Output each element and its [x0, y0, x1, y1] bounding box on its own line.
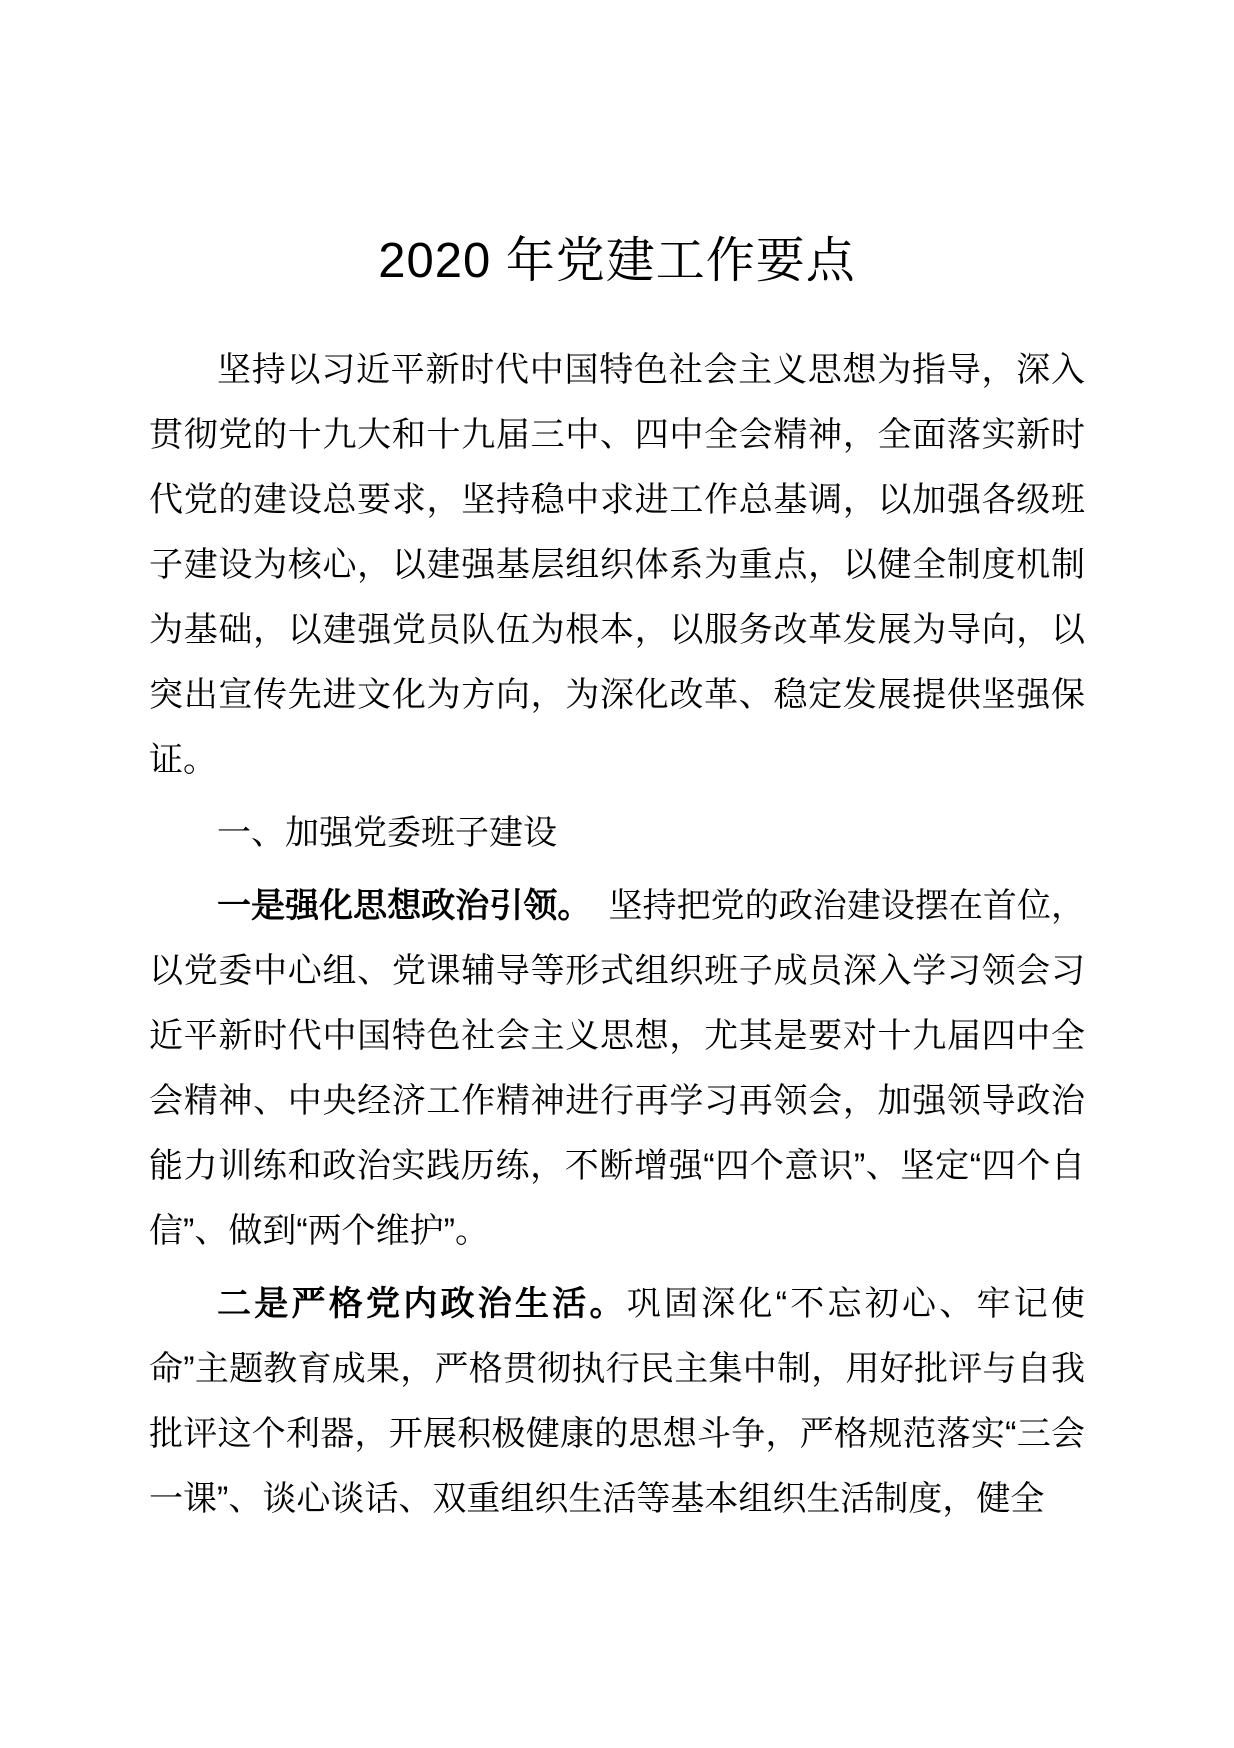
- document-title: 2020 年党建工作要点: [378, 234, 856, 288]
- paragraph-point-2-text: 巩固深化“不忘初心、牢记使命”主题教育成果，严格贯彻执行民主集中制，用好批评与自我批评这个利器，开展积极健康的思想斗争，严格规范落实“三会一课”、谈心谈话、双重组织生活等基本组织生活制度，健全: [149, 1284, 1085, 1518]
- paragraph-point-2-lead: 二是严格党内政治生活。: [217, 1284, 627, 1323]
- paragraph-point-1: [149, 874, 1085, 1264]
- paragraph-point-1-text: 坚持把党的政治建设摆在首位，以党委中心组、党课辅导等形式组织班子成员深入学习领会习近平新时代中国特色社会主义思想，尤其是要对十九届四中全会精神、中央经济工作精神进行再学习再领会，加强领导政治能力训练和政治实践历练，不断增强“四个意识”、坚定“四个自信”、做到“两个维护”。: [149, 886, 1086, 1250]
- paragraph-intro: 坚持以习近平新时代中国特色社会主义思想为指导，深入贯彻党的十九大和十九届三中、四中全会精神，全面落实新时代党的建设总要求，坚持稳中求进工作总基调，以加强各级班子建设为核心，以建强基层组织体系为重点，以健全制度机制为基础，以建强党员队伍为根本，以服务改革发展为导向，以突出宣传先进文化为方向，为深化改革、稳定发展提供坚强保证。: [149, 350, 1085, 779]
- section-heading-1: 一、加强党委班子建设: [217, 813, 557, 852]
- paragraph-point-2: [149, 1272, 1085, 1532]
- paragraph-point-1-lead: 一是强化思想政治引领。: [217, 886, 575, 925]
- document-content: [149, 232, 1085, 1532]
